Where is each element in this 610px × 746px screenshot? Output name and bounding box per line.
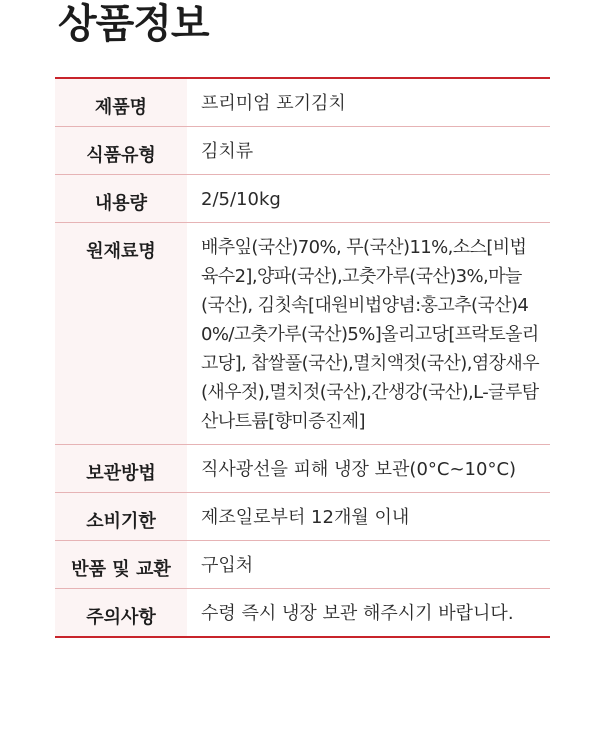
table-row xyxy=(55,541,550,589)
table-row xyxy=(55,493,550,541)
row-value-storage: 직사광선을 피해 냉장 보관(0°C~10°C) xyxy=(201,459,517,480)
table-row xyxy=(55,445,550,493)
row-value-product-name: 프리미엄 포기김치 xyxy=(201,93,346,114)
table-row xyxy=(55,175,550,223)
table-row xyxy=(55,589,550,638)
row-label-storage: 보관방법 xyxy=(55,445,187,493)
row-label-returns: 반품 및 교환 xyxy=(55,541,187,589)
table-row xyxy=(55,127,550,175)
row-label-food-type: 식품유형 xyxy=(55,127,187,175)
row-value-food-type: 김치류 xyxy=(201,141,254,162)
page-title: 상품정보 xyxy=(58,1,209,47)
product-info-table xyxy=(55,77,550,638)
row-label-product-name: 제품명 xyxy=(55,78,187,127)
table-row xyxy=(55,78,550,127)
table-row xyxy=(55,223,550,445)
row-value-ingredients: 배추잎(국산)70%, 무(국산)11%,소스[비법육수2],양파(국산),고춧가루(국산)3%,마늘(국산), 김칫속[대원비법양념:홍고추(국산)40%/고춧가루(국산)5%]올리고당[프락토올리고당], 찹쌀풀(국산),멸치액젓(국산),염장새우(새우젓),멸치젓(국산),간생강(국산),L-글루탐산나트륨[향미증진제] xyxy=(201,237,539,432)
row-label-caution: 주의사항 xyxy=(55,589,187,638)
row-value-expiry: 제조일로부터 12개월 이내 xyxy=(201,507,410,528)
row-value-returns: 구입처 xyxy=(201,555,254,576)
row-label-expiry: 소비기한 xyxy=(55,493,187,541)
row-value-net-content: 2/5/10kg xyxy=(201,189,281,210)
row-label-ingredients: 원재료명 xyxy=(55,223,187,445)
row-value-caution: 수령 즉시 냉장 보관 해주시기 바랍니다. xyxy=(201,603,514,624)
row-label-net-content: 내용량 xyxy=(55,175,187,223)
